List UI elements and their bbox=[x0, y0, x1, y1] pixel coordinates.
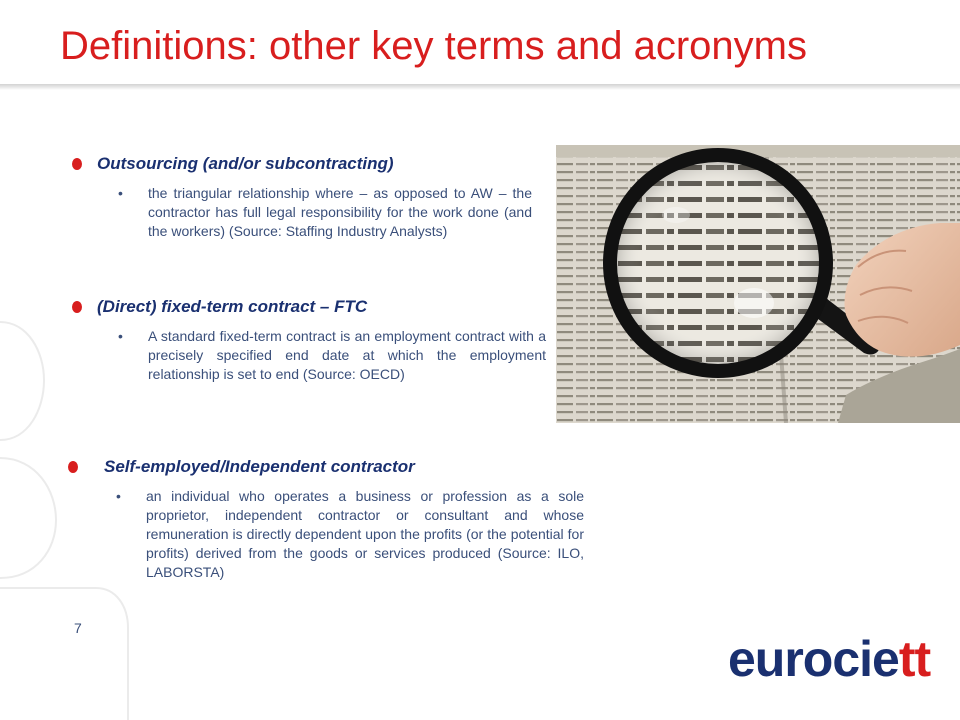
bullet-mark: • bbox=[118, 185, 123, 201]
definition-heading: (Direct) fixed-term contract – FTC bbox=[97, 297, 368, 316]
definition-fixed-term-contract bbox=[72, 297, 552, 384]
eurociett-logo bbox=[728, 630, 930, 688]
magnifying-glass-photo bbox=[556, 145, 960, 423]
red-bullet-icon bbox=[72, 301, 82, 313]
definition-text bbox=[116, 487, 584, 582]
logo-text-accent: tt bbox=[898, 631, 931, 687]
definition-heading: Self-employed/Independent contractor bbox=[104, 457, 415, 476]
logo-text-primary: eurocie bbox=[728, 631, 899, 687]
definition-text-body: the triangular relationship where – as opposed to AW – the contractor has full legal responsibility for the work done (and the workers) (Source: Staffing Industry Analysts) bbox=[148, 185, 532, 239]
definition-text bbox=[118, 184, 532, 241]
definition-outsourcing bbox=[72, 154, 542, 241]
definition-text bbox=[118, 327, 546, 384]
page-number: 7 bbox=[74, 620, 82, 636]
definition-heading: Outsourcing (and/or subcontracting) bbox=[97, 154, 394, 173]
bullet-mark: • bbox=[116, 488, 121, 504]
definition-text-body: an individual who operates a business or profession as a sole proprietor, independent contractor or consultant and whose remuneration is directly dependent upon the profits (or the potential for profits) derived from the goods or services produced (Source: ILO, LABORSTA) bbox=[146, 488, 584, 580]
bullet-mark: • bbox=[118, 328, 123, 344]
red-bullet-icon bbox=[72, 158, 82, 170]
red-bullet-icon bbox=[68, 461, 78, 473]
definition-text-body: A standard fixed-term contract is an employment contract with a precisely specified end date at which the employment relationship is set to end (Source: OECD) bbox=[148, 328, 546, 382]
title-divider bbox=[0, 84, 960, 90]
definition-self-employed bbox=[68, 457, 598, 582]
page-title: Definitions: other key terms and acronyms bbox=[60, 24, 807, 68]
